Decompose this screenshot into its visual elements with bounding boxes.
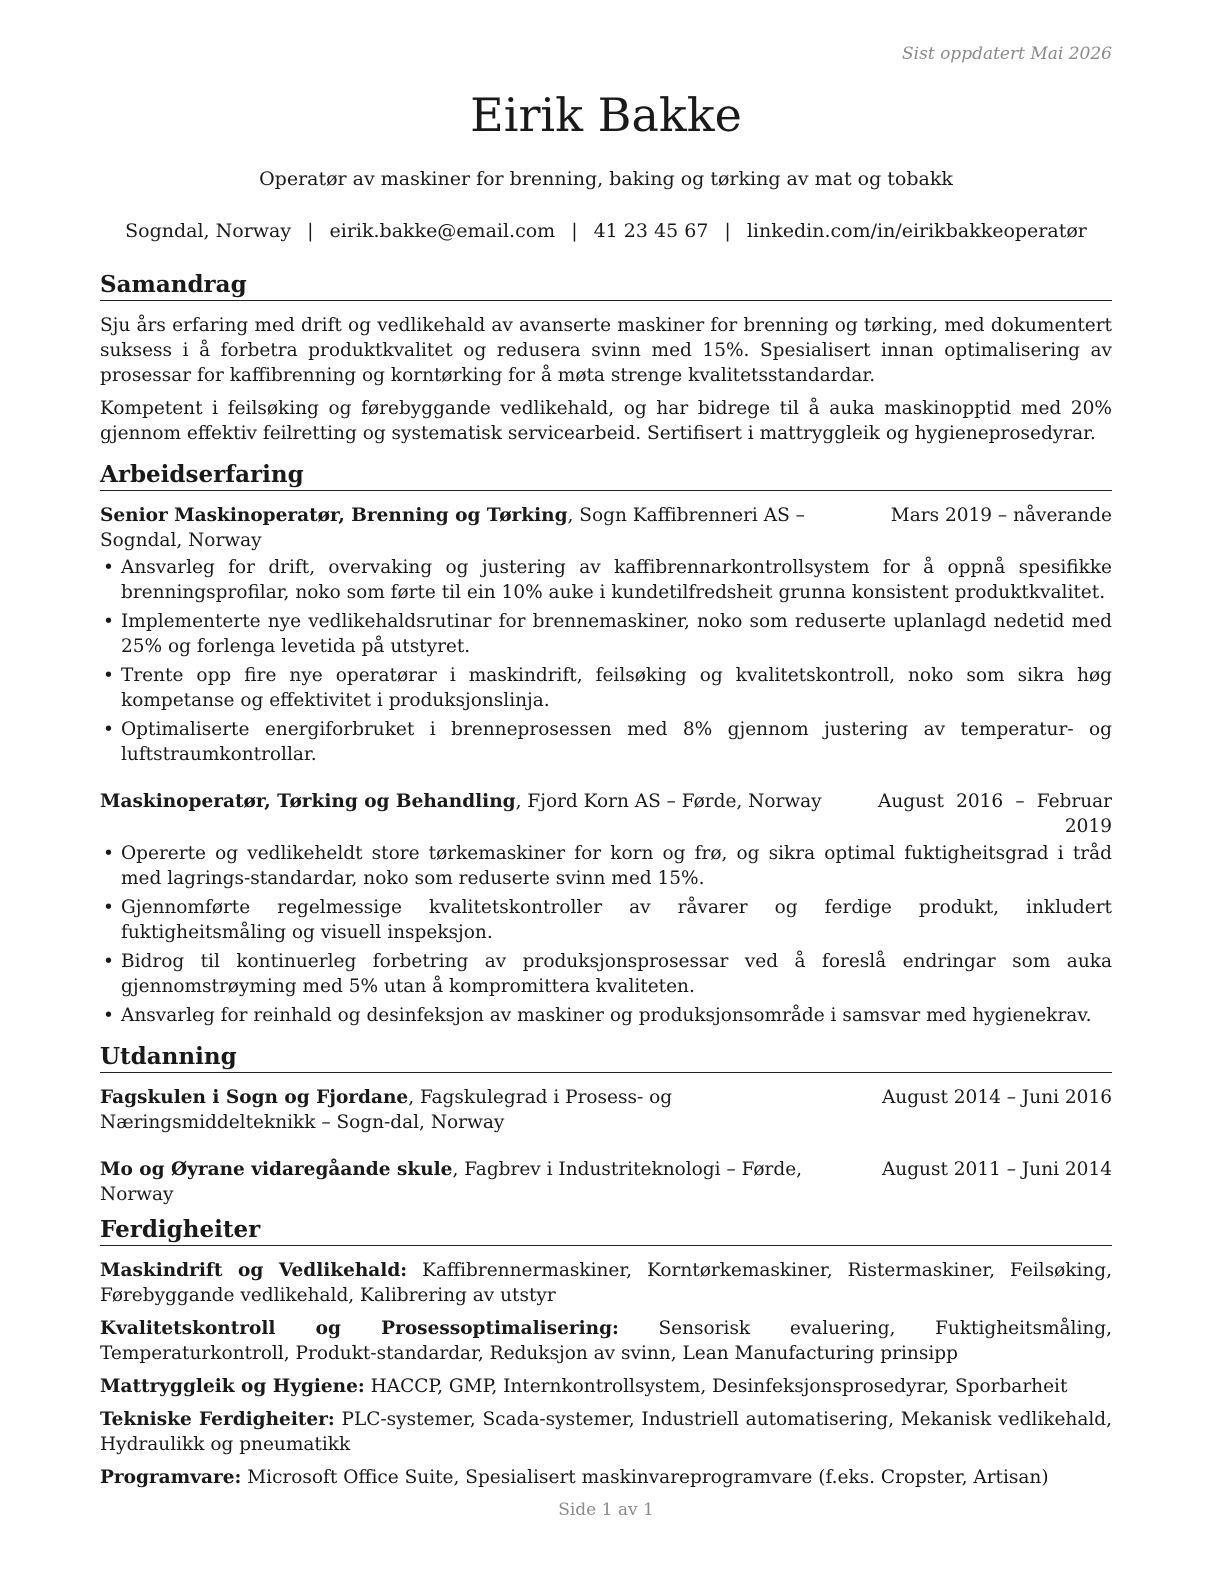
section-heading-skills: Ferdigheiter [100, 1215, 1112, 1246]
job-entry [100, 503, 1112, 767]
contact-phone[interactable]: 41 23 45 67 [593, 220, 709, 242]
summary-paragraph: Sju års erfaring med drift og vedlikehald av avanserte maskiner for brenning og tørking, med dokumentert suksess i å forbetra produktkvalitet og redusera svinn med 15%. Spesialisert innan optimalisering av prosessar for kaffibrenning og korntørking for å møta strenge kvalitetsstandardar. [100, 315, 1112, 386]
education-section [100, 1042, 1112, 1207]
last-updated-note: Sist oppdatert Mai 2026 [902, 44, 1112, 64]
job-header [100, 503, 1112, 553]
skill-group-text: Kaffibrennermaskiner, Korntørkemaskiner, Ristermaskiner, Feilsøking, Førebyggande vedlikehald, Kalibrering av utstyr [100, 1260, 1112, 1306]
contact-line [100, 220, 1112, 242]
summary-section [100, 270, 1112, 446]
contact-email[interactable]: eirik.bakke@email.com [329, 220, 556, 242]
contact-linkedin[interactable]: linkedin.com/in/eirikbakkeoperatør [746, 220, 1087, 242]
skill-group-label: Kvalitetskontroll og Prosessoptimalisering: [100, 1318, 619, 1339]
page-number-footer: Side 1 av 1 [558, 1500, 654, 1520]
job-bullets [100, 555, 1112, 767]
skill-group-label: Programvare: [100, 1467, 242, 1488]
skill-group [100, 1407, 1112, 1457]
resume-content [100, 270, 1112, 1504]
skill-group [100, 1465, 1112, 1490]
job-bullet: • Opererte og vedlikeheldt store tørkemaskiner for korn og frø, og sikra optimal fuktigheitsgrad i tråd med lagrings-standardar, noko som reduserte svinn med 15%. [100, 841, 1112, 891]
job-title-line [100, 503, 871, 553]
job-bullet: • Ansvarleg for drift, overvaking og justering av kaffibrennarkontrollsystem for å oppnå spesifikke brenningsprofilar, noko som førte til ein 10% auke i kundetilfredsheit grunna konsistent produktkvalitet. [100, 555, 1112, 605]
job-bullets [100, 841, 1112, 1028]
section-heading-summary: Samandrag [100, 270, 1112, 301]
job-bullet: • Trente opp fire nye operatørar i maskindrift, feilsøking og kvalitetskontroll, noko som sikra høg kompetanse og effektivitet i produksjonslinja. [100, 663, 1112, 713]
skills-section [100, 1215, 1112, 1490]
education-detail: , Fagskulegrad i Prosess- og Næringsmiddelteknikk – Sogn-dal, Norway [100, 1087, 673, 1133]
education-title-line [100, 1085, 864, 1135]
job-dates: Mars 2019 – nåverande [890, 505, 1112, 526]
education-school: Mo og Øyrane vidaregåande skule [100, 1159, 453, 1180]
job-bullet: • Optimaliserte energiforbruket i brenneprosessen med 8% gjennom justering av temperatur- og luftstraumkontrollar. [100, 717, 1112, 767]
skill-group [100, 1374, 1112, 1399]
section-heading-experience: Arbeidserfaring [100, 460, 1112, 491]
contact-separator: | [571, 220, 578, 242]
job-role: Senior Maskinoperatør, Brenning og Tørking [100, 505, 568, 526]
job-dates: August 2016 – Februar 2019 [878, 791, 1112, 837]
job-role: Maskinoperatør, Tørking og Behandling [100, 791, 516, 812]
contact-location: Sogndal, Norway [125, 220, 292, 242]
job-title-tagline: Operatør av maskiner for brenning, baking og tørking av mat og tobakk [259, 168, 953, 190]
contact-separator: | [307, 220, 314, 242]
skill-group-label: Maskindrift og Vedlikehald: [100, 1260, 408, 1281]
job-title-line [100, 789, 858, 814]
job-bullet: • Ansvarleg for reinhald og desinfeksjon av maskiner og produksjonsområde i samsvar med hygienekrav. [100, 1003, 1112, 1028]
skill-group-text: Sensorisk evaluering, Fuktigheitsmåling, Temperaturkontroll, Produkt-standardar, Reduksjon av svinn, Lean Manufacturing prinsipp [100, 1318, 1112, 1364]
skill-group-text: PLC-systemer, Scada-systemer, Industriell automatisering, Mekanisk vedlikehald, Hydraulikk og pneumatikk [100, 1409, 1112, 1455]
education-detail: , Fagbrev i Industriteknologi – Førde, Norway [100, 1159, 803, 1205]
education-dates: August 2011 – Juni 2014 [881, 1159, 1112, 1180]
skill-group [100, 1258, 1112, 1308]
job-bullet: • Gjennomførte regelmessige kvalitetskontroller av råvarer og ferdige produkt, inkludert fuktigheitsmåling og visuell inspeksjon. [100, 895, 1112, 945]
job-bullet: • Bidrog til kontinuerleg forbetring av produksjonsprosessar ved å foreslå endringar som auka gjennomstrøyming med 5% utan å kompromittera kvaliteten. [100, 949, 1112, 999]
section-heading-education: Utdanning [100, 1042, 1112, 1073]
education-title-line [100, 1157, 864, 1207]
skill-group-text: Microsoft Office Suite, Spesialisert maskinvareprogramvare (f.eks. Cropster, Artisan) [241, 1467, 1049, 1488]
education-entry [100, 1085, 1112, 1135]
skill-group-text: HACCP, GMP, Internkontrollsystem, Desinfeksjonsprosedyrar, Sporbarheit [364, 1376, 1068, 1397]
experience-section [100, 460, 1112, 1028]
summary-paragraph: Kompetent i feilsøking og førebyggande vedlikehald, og har bidrege til å auka maskinopptid med 20% gjennom effektiv feilretting og systematisk servicearbeid. Sertifisert i mattryggleik og hygieneprosedyrar. [100, 398, 1112, 444]
education-school: Fagskulen i Sogn og Fjordane [100, 1087, 409, 1108]
job-entry [100, 789, 1112, 1028]
job-company: , Sogn Kaffibrenneri AS – Sogndal, Norway [100, 505, 805, 551]
job-bullet: • Implementerte nye vedlikehaldsrutinar for brennemaskiner, noko som reduserte uplanlagd nedetid med 25% og forlenga levetida på utstyret. [100, 609, 1112, 659]
candidate-name: Eirik Bakke [470, 88, 742, 142]
education-entry [100, 1157, 1112, 1207]
education-dates: August 2014 – Juni 2016 [881, 1087, 1112, 1108]
skill-group-label: Mattryggleik og Hygiene: [100, 1376, 365, 1397]
contact-separator: | [724, 220, 731, 242]
job-company: , Fjord Korn AS – Førde, Norway [515, 791, 822, 812]
job-header [100, 789, 1112, 839]
skill-group [100, 1316, 1112, 1366]
skill-group-label: Tekniske Ferdigheiter: [100, 1409, 335, 1430]
